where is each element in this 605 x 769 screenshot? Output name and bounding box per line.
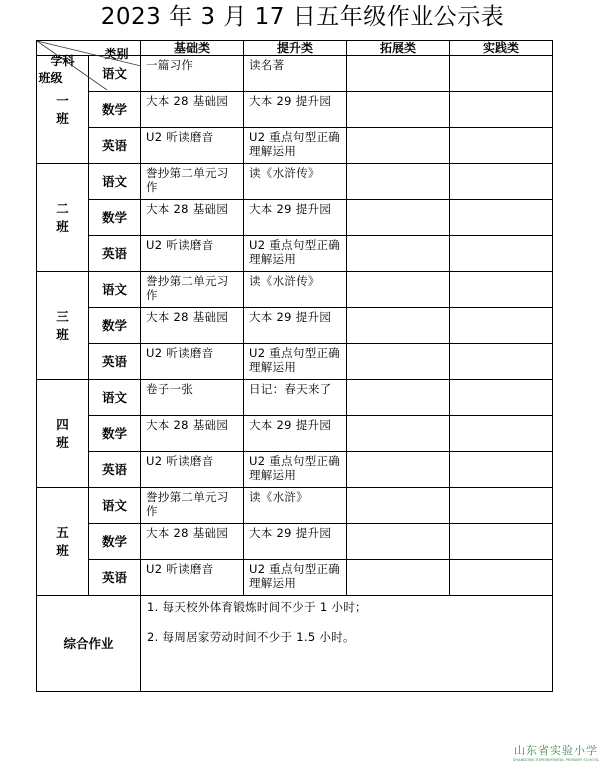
extended-task-cell — [347, 164, 450, 200]
advanced-task-cell: U2 重点句型正确理解运用 — [244, 128, 347, 164]
advanced-task-cell: 大本 29 提升园 — [244, 200, 347, 236]
extended-task-cell — [347, 344, 450, 380]
advanced-task-cell: U2 重点句型正确理解运用 — [244, 452, 347, 488]
practice-task-cell — [450, 92, 553, 128]
practice-task-cell — [450, 56, 553, 92]
table-row — [37, 452, 553, 488]
basic-task-cell: 大本 28 基础园 — [141, 524, 244, 560]
basic-task-cell: 一篇习作 — [141, 56, 244, 92]
class-name-char: 四 — [56, 416, 69, 432]
basic-task-cell: 大本 28 基础园 — [141, 92, 244, 128]
table-row — [37, 128, 553, 164]
basic-task-cell: 大本 28 基础园 — [141, 416, 244, 452]
subject-cell: 英语 — [89, 128, 141, 164]
class-name-cell — [37, 488, 89, 596]
advanced-task-cell: U2 重点句型正确理解运用 — [244, 560, 347, 596]
basic-task-cell: U2 听读磨音 — [141, 452, 244, 488]
extended-task-cell — [347, 200, 450, 236]
subject-cell: 语文 — [89, 272, 141, 308]
class-name-char: 班 — [56, 326, 69, 342]
basic-task-cell: 卷子一张 — [141, 380, 244, 416]
class-name-char: 五 — [56, 524, 69, 540]
practice-task-cell — [450, 380, 553, 416]
basic-task-cell: 大本 28 基础园 — [141, 308, 244, 344]
header-row — [37, 41, 553, 56]
basic-task-cell: 大本 28 基础园 — [141, 200, 244, 236]
subject-cell: 英语 — [89, 452, 141, 488]
basic-task-cell: U2 听读磨音 — [141, 344, 244, 380]
table-row — [37, 380, 553, 416]
advanced-task-cell: 读《水浒传》 — [244, 272, 347, 308]
extended-task-cell — [347, 488, 450, 524]
subject-cell: 英语 — [89, 560, 141, 596]
advanced-task-cell: 大本 29 提升园 — [244, 308, 347, 344]
corner-category-label: 类别 — [104, 46, 129, 61]
basic-task-cell: 誊抄第二单元习作 — [141, 272, 244, 308]
table-row — [37, 200, 553, 236]
subject-cell: 数学 — [89, 416, 141, 452]
subject-cell: 数学 — [89, 200, 141, 236]
column-header-extended: 拓展类 — [347, 41, 450, 56]
class-name-char: 班 — [56, 434, 69, 450]
practice-task-cell — [450, 272, 553, 308]
practice-task-cell — [450, 344, 553, 380]
advanced-task-cell: 读名著 — [244, 56, 347, 92]
advanced-task-cell: 大本 29 提升园 — [244, 92, 347, 128]
column-header-basic: 基础类 — [141, 41, 244, 56]
table-row — [37, 164, 553, 200]
extended-task-cell — [347, 236, 450, 272]
summary-row — [37, 596, 553, 692]
subject-cell: 语文 — [89, 56, 141, 92]
extended-task-cell — [347, 56, 450, 92]
corner-subject-label: 学科 — [50, 53, 75, 68]
basic-task-cell: 誊抄第二单元习作 — [141, 164, 244, 200]
extended-task-cell — [347, 128, 450, 164]
table-row — [37, 344, 553, 380]
advanced-task-cell: U2 重点句型正确理解运用 — [244, 236, 347, 272]
table-row — [37, 236, 553, 272]
table-row — [37, 308, 553, 344]
practice-task-cell — [450, 164, 553, 200]
table-row — [37, 272, 553, 308]
practice-task-cell — [450, 524, 553, 560]
practice-task-cell — [450, 236, 553, 272]
advanced-task-cell: 读《水浒》 — [244, 488, 347, 524]
summary-item: 1. 每天校外体育锻炼时间不少于 1 小时； — [147, 600, 367, 614]
practice-task-cell — [450, 488, 553, 524]
summary-item: 2. 每周居家劳动时间不少于 1.5 小时。 — [147, 630, 355, 644]
practice-task-cell — [450, 128, 553, 164]
school-logo-english: SHANDONG EXPERIMENTAL PRIMARY SCHOOL — [512, 758, 600, 762]
class-name-char: 班 — [56, 110, 69, 126]
subject-cell: 语文 — [89, 164, 141, 200]
advanced-task-cell: 读《水浒传》 — [244, 164, 347, 200]
table-row — [37, 92, 553, 128]
class-name-char: 三 — [56, 308, 69, 324]
subject-cell: 语文 — [89, 488, 141, 524]
extended-task-cell — [347, 524, 450, 560]
extended-task-cell — [347, 416, 450, 452]
class-name-cell — [37, 380, 89, 488]
table-row — [37, 488, 553, 524]
class-name-char: 班 — [56, 542, 69, 558]
subject-cell: 语文 — [89, 380, 141, 416]
class-name-char: 一 — [56, 92, 69, 108]
table-row — [37, 416, 553, 452]
basic-task-cell: U2 听读磨音 — [141, 560, 244, 596]
extended-task-cell — [347, 92, 450, 128]
extended-task-cell — [347, 380, 450, 416]
basic-task-cell: U2 听读磨音 — [141, 128, 244, 164]
class-name-char: 二 — [56, 200, 69, 216]
extended-task-cell — [347, 560, 450, 596]
advanced-task-cell: 日记：春天来了 — [244, 380, 347, 416]
subject-cell: 数学 — [89, 524, 141, 560]
extended-task-cell — [347, 272, 450, 308]
basic-task-cell: U2 听读磨音 — [141, 236, 244, 272]
table-row — [37, 560, 553, 596]
class-name-cell — [37, 164, 89, 272]
summary-content — [141, 596, 553, 692]
practice-task-cell — [450, 200, 553, 236]
column-header-practice: 实践类 — [450, 41, 553, 56]
class-name-char: 班 — [56, 218, 69, 234]
extended-task-cell — [347, 452, 450, 488]
extended-task-cell — [347, 308, 450, 344]
practice-task-cell — [450, 416, 553, 452]
subject-cell: 英语 — [89, 236, 141, 272]
subject-cell: 数学 — [89, 92, 141, 128]
corner-class-label: 班级 — [38, 70, 63, 85]
subject-cell: 数学 — [89, 308, 141, 344]
subject-cell: 英语 — [89, 344, 141, 380]
school-logo-name: 山东省实验小学 — [514, 744, 598, 757]
advanced-task-cell: 大本 29 提升园 — [244, 416, 347, 452]
column-header-advanced: 提升类 — [244, 41, 347, 56]
practice-task-cell — [450, 452, 553, 488]
table-row — [37, 524, 553, 560]
homework-table — [36, 40, 553, 692]
advanced-task-cell: 大本 29 提升园 — [244, 524, 347, 560]
practice-task-cell — [450, 560, 553, 596]
basic-task-cell: 誊抄第二单元习作 — [141, 488, 244, 524]
advanced-task-cell: U2 重点句型正确理解运用 — [244, 344, 347, 380]
class-name-cell — [37, 272, 89, 380]
page-title: 2023 年 3 月 17 日五年级作业公示表 — [100, 4, 505, 30]
summary-label: 综合作业 — [37, 596, 141, 692]
school-logo-watermark — [510, 744, 602, 763]
practice-task-cell — [450, 308, 553, 344]
